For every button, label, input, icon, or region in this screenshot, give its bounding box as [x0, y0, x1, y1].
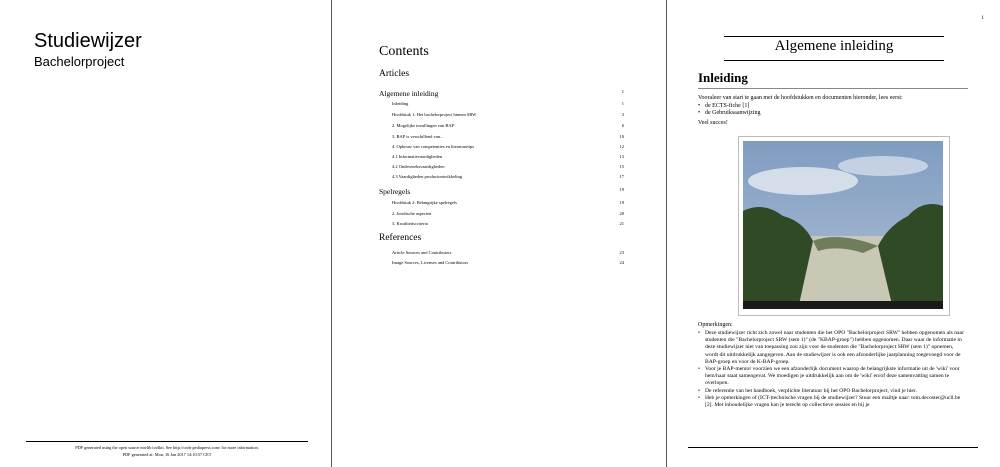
toc-entry[interactable]	[392, 211, 624, 216]
toc-section-title: Algemene inleiding	[379, 89, 439, 98]
toc-page-number: 10	[619, 134, 624, 139]
toc-entry[interactable]	[392, 134, 624, 139]
toc-entry-label: 4.1 Informatievaardigheden	[392, 154, 442, 159]
gebruiksaanwijzing-link[interactable]: de Gebruiksaanwijzing	[705, 110, 761, 117]
cover-page	[0, 0, 330, 467]
toc-entry[interactable]	[392, 144, 624, 149]
closing-text: Veel succes!	[698, 120, 728, 126]
toc-page-number: 24	[619, 260, 624, 265]
ects-link[interactable]: de ECTS-fiche [1]	[705, 103, 750, 109]
intro-list	[698, 103, 966, 118]
toc-entry-label: 2. Juridische aspecten	[392, 211, 432, 216]
page-divider	[331, 0, 332, 467]
remarks-list-item: • De referentie van het handboek, verplichte literatuur bij het OPO Bachelorproject, vind je hier.	[698, 388, 966, 395]
toc-entry[interactable]	[392, 164, 624, 169]
toc-entry[interactable]	[392, 112, 624, 117]
toc-page-number: 19	[619, 187, 624, 192]
toc-entry[interactable]	[392, 200, 624, 205]
toc-page-number: 6	[621, 123, 624, 128]
toc-page-number: 1	[621, 89, 624, 94]
toc-entry-label: Article Sources and Contributors	[392, 250, 452, 255]
toc-articles-label: Articles	[379, 69, 410, 79]
toc-entry-label: 4.2 Onderzoeksvaardigheden	[392, 164, 445, 169]
toc-section-row[interactable]	[379, 187, 624, 196]
cloud	[838, 156, 928, 176]
footer-line: PDF generated at: Mon, 16 Jan 2017 14:10:57 CET	[122, 452, 212, 457]
intro-list-item[interactable]	[698, 110, 966, 117]
toc-entry[interactable]	[392, 221, 624, 226]
toc-page-number: 15	[619, 164, 624, 169]
section-rule	[698, 88, 968, 89]
car-dashboard	[743, 301, 943, 309]
intro-text: Vooraleer van start te gaan met de hoofdstukken en documenten hieronder, lees eerst:	[698, 95, 903, 101]
toc-entry-label: 2. Mogelijke invullingen van BAP	[392, 123, 455, 128]
toc-entry-label: 3. BAP is verschillend van...	[392, 134, 444, 139]
remarks-label: Opmerkingen:	[698, 322, 733, 328]
article-photo	[738, 136, 950, 316]
toc-entry-label: 3. Kwaliteitscriteria	[392, 221, 428, 226]
pdf-footer	[26, 444, 308, 458]
intro-list-item[interactable]	[698, 103, 966, 110]
article-title: Algemene inleiding	[774, 38, 894, 54]
toc-section-title: Spelregels	[379, 187, 411, 196]
toc-entry-label: Hoofdstuk 2: Belangrijke spelregels	[392, 200, 457, 205]
toc-references-label: References	[379, 233, 422, 243]
page-bottom-rule	[688, 447, 978, 448]
remarks-list-item: • Voor je BAP-mentor voorzien we een afzonderlijk document waarop de belangrijkste informatie uit de 'wiki' voor hem/haar staat samengevat. We moedigen je uitdrukkelijk aan om de 'wiki' en/of deze samenvatting samen te overlopen.	[698, 366, 966, 388]
remarks-list-item: • Deze studiewijzer richt zich zowel naar studenten die het OPO "Bachelorproject SRW" hebben opgenomen als naar studenten die "Bachelorproject SRW (sem 1)" (de "KBAP-groep") hebben opgenomen. Daar waar de informatie in deze studiewijzer niet van toepassing zou zijn voor de studenten die "Bachelorproject SRW (sem 1)" opnemen, wordt dit uitdrukkelijk aangegeven. Aan de studiewijzer is ook een afzonderlijke jaarplanning toegevoegd voor de BAP-groep en voor de K-BAP-groep.	[698, 330, 966, 366]
toc-entry[interactable]	[392, 250, 624, 255]
toc-page-number: 20	[619, 211, 624, 216]
page-number: 1	[981, 16, 984, 21]
title-rule-bottom	[724, 60, 944, 61]
toc-page-number: 13	[619, 154, 624, 159]
footer-line: PDF generated using the open source mwlib toolkit. See http://code.pediapress.com/ for more information.	[75, 445, 259, 450]
toc-entry-label: 4. Opbouw van competenties en literatuurtips	[392, 144, 474, 149]
toc-entry-label: 4.3 Vaardigheden productontwikkeling	[392, 174, 463, 179]
toc-heading: Contents	[379, 44, 429, 59]
toc-page-number: 19	[619, 200, 624, 205]
toc-section-row[interactable]	[379, 89, 624, 98]
section-heading: Inleiding	[698, 70, 748, 85]
toc-page-number: 3	[621, 112, 624, 117]
toc-page-number: 17	[619, 174, 624, 179]
title-rule-top	[724, 36, 944, 37]
toc-entry[interactable]	[392, 101, 624, 106]
toc-page-number: 23	[619, 250, 624, 255]
toc-page-number: 21	[619, 221, 624, 226]
remarks-list-item: • Heb je opmerkingen of (ICT-)technische vragen bij de studiewijzer? Stuur een mailtje naar: tom.decoster@ucll.be [2]. Met inhoudelijke vragen kan je terecht op collectieve sessies en bij je	[698, 395, 966, 409]
toc-page	[333, 0, 665, 467]
toc-page-number: 1	[621, 101, 624, 106]
landscape-photo-image	[743, 141, 943, 309]
toc-entry-label: Image Sources, Licenses and Contributors	[392, 260, 469, 265]
toc-entry[interactable]	[392, 174, 624, 179]
cloud	[748, 167, 858, 195]
document-title: Studiewijzer	[34, 30, 142, 52]
toc-entry[interactable]	[392, 154, 624, 159]
toc-entry[interactable]	[392, 260, 624, 265]
toc-page-number: 12	[619, 144, 624, 149]
document-subtitle: Bachelorproject	[34, 54, 125, 69]
toc-entry-label: Inleiding	[392, 101, 409, 106]
article-page	[668, 0, 1000, 467]
remarks-list	[698, 330, 966, 409]
footer-rule	[26, 441, 308, 442]
page-divider	[666, 0, 667, 467]
toc-entry-label: Hoofdstuk 1: Het bachelorproject binnen SRW	[392, 112, 477, 117]
toc-entry[interactable]	[392, 123, 624, 128]
